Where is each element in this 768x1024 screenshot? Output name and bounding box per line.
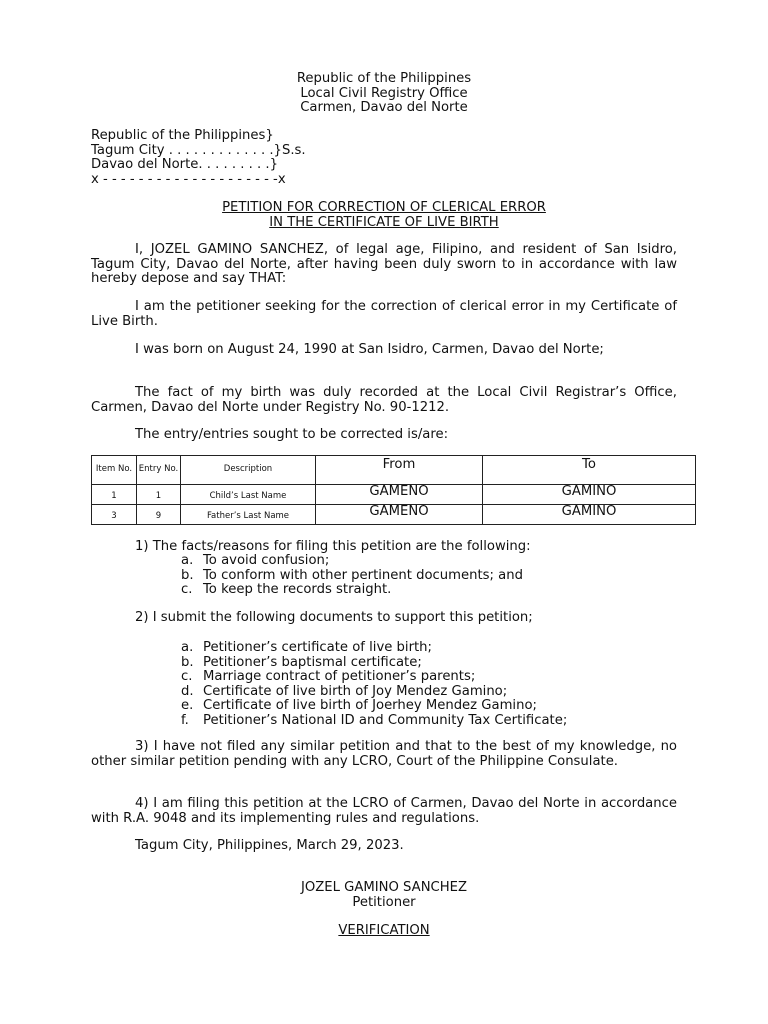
- venue-line-4: x - - - - - - - - - - - - - - - - - - - -x: [91, 171, 286, 187]
- reasons-heading: 1) The facts/reasons for filing this petition are the following:: [135, 539, 531, 554]
- header-office: Local Civil Registry Office: [300, 85, 468, 101]
- paragraph-birth: I was born on August 24, 1990 at San Isidro, Carmen, Davao del Norte;: [135, 342, 604, 357]
- header-entry-no: Entry No.: [137, 456, 181, 485]
- paragraph-no-similar-petition: 3) I have not filed any similar petition and that to the best of my knowledge, no other similar petition pending with any LCRO, Court of the Philippine Consulate.: [91, 739, 677, 769]
- table-row: [92, 505, 696, 525]
- cell-entry-no: 9: [137, 505, 181, 525]
- list-item: c. To keep the records straight.: [181, 582, 392, 597]
- cell-from: GAMENO: [316, 505, 483, 525]
- verification-title: VERIFICATION: [338, 923, 430, 938]
- list-item: a. Petitioner’s certificate of live birth;: [181, 640, 432, 655]
- header-location: Carmen, Davao del Norte: [300, 100, 468, 115]
- venue-line-2: Tagum City . . . . . . . . . . . . .}S.s.: [91, 142, 306, 158]
- petition-title: [91, 201, 677, 230]
- documents-list: [181, 641, 567, 728]
- cell-to: GAMINO: [483, 485, 696, 505]
- cell-entry-no: 1: [137, 485, 181, 505]
- header-description: Description: [181, 456, 316, 485]
- entries-table: [91, 455, 696, 525]
- list-item: f. Petitioner’s National ID and Community Tax Certificate;: [181, 712, 568, 728]
- title-line-1: PETITION FOR CORRECTION OF CLERICAL ERROR: [222, 200, 546, 215]
- venue-line-1: Republic of the Philippines}: [91, 128, 274, 143]
- title-line-2: IN THE CERTIFICATE OF LIVE BIRTH: [269, 214, 499, 230]
- petitioner-name: JOZEL GAMINO SANCHEZ: [300, 880, 468, 895]
- venue-block: [91, 129, 677, 187]
- list-item: c. Marriage contract of petitioner’s parents;: [181, 669, 476, 684]
- list-item: e. Certificate of live birth of Joerhey Mendez Gamino;: [181, 698, 537, 713]
- paragraph-petitioner: I am the petitioner seeking for the correction of clerical error in my Certificate of Live Birth.: [91, 299, 677, 329]
- document-header: [91, 72, 677, 116]
- header-republic: Republic of the Philippines: [296, 71, 472, 86]
- header-from: From: [316, 456, 483, 485]
- table-header-row: [92, 456, 696, 485]
- table-row: [92, 485, 696, 505]
- cell-to: GAMINO: [483, 505, 696, 525]
- cell-description: Father’s Last Name: [181, 505, 316, 525]
- petitioner-role: Petitioner: [352, 894, 416, 910]
- cell-item-no: 3: [92, 505, 137, 525]
- cell-item-no: 1: [92, 485, 137, 505]
- header-to: To: [483, 456, 696, 485]
- paragraph-record: The fact of my birth was duly recorded at the Local Civil Registrar’s Office, Carmen, Davao del Norte under Registry No. 90-1212.: [91, 385, 677, 415]
- list-item: d. Certificate of live birth of Joy Mendez Gamino;: [181, 683, 508, 699]
- paragraph-filing: 4) I am filing this petition at the LCRO of Carmen, Davao del Norte in accordance with R.A. 9048 and its implementing rules and regulations.: [91, 796, 677, 826]
- list-item: b. To conform with other pertinent documents; and: [181, 567, 523, 583]
- cell-description: Child’s Last Name: [181, 485, 316, 505]
- venue-line-3: Davao del Norte. . . . . . . . .}: [91, 157, 279, 172]
- reasons-list: [181, 554, 523, 598]
- date-place: Tagum City, Philippines, March 29, 2023.: [135, 838, 404, 853]
- list-item: a. To avoid confusion;: [181, 553, 330, 568]
- verification-heading: [91, 924, 677, 939]
- documents-heading: 2) I submit the following documents to support this petition;: [135, 610, 533, 625]
- intro-paragraph: I, JOZEL GAMINO SANCHEZ, of legal age, Filipino, and resident of San Isidro, Tagum City, Davao del Norte, after having been duly sworn to in accordance with law hereby depose and say THAT:: [91, 242, 677, 286]
- cell-from: GAMENO: [316, 485, 483, 505]
- signature-block: [91, 881, 677, 910]
- header-item-no: Item No.: [92, 456, 137, 485]
- paragraph-entries: The entry/entries sought to be corrected is/are:: [135, 427, 449, 442]
- list-item: b. Petitioner’s baptismal certificate;: [181, 654, 422, 670]
